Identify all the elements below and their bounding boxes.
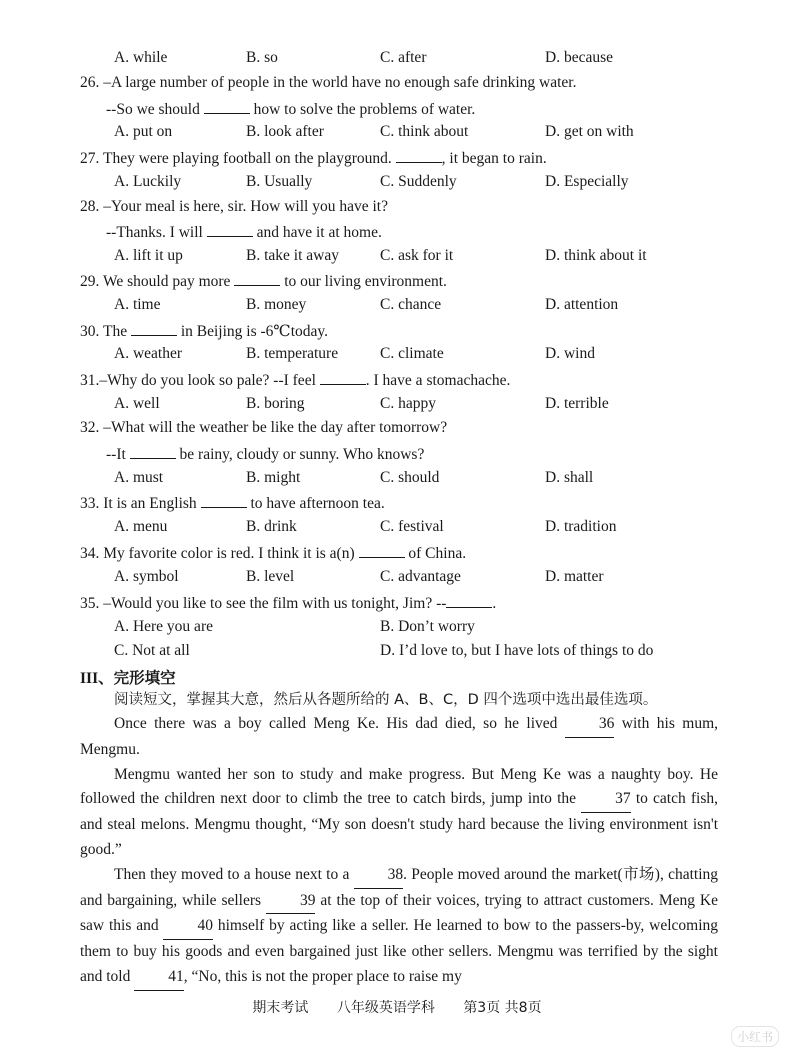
q30-option-c: C. climate <box>380 345 444 362</box>
q25-option-a: A. while <box>114 49 168 66</box>
q32-option-a: A. must <box>114 469 164 486</box>
passage-paragraph-1: Once there was a boy called Meng Ke. His dad died, so he lived 36 with his mum, Mengmu. <box>80 712 718 763</box>
q31-stem: 31.–Why do you look so pale? --I feel . I have a stomachache. <box>80 369 510 391</box>
q29-option-c: C. chance <box>380 296 442 313</box>
answer-blank <box>131 320 177 336</box>
section-instruction: 阅读短文，掌握其大意，然后从各题所给的 A、B、C，D 四个选项中选出最佳选项。 <box>114 692 658 708</box>
q28-reply: --Thanks. I will and have it at home. <box>106 221 382 243</box>
cloze-blank-41[interactable]: 41 <box>134 965 184 991</box>
q30-option-b: B. temperature <box>246 345 339 362</box>
q34-option-d: D. matter <box>545 568 604 585</box>
q34-option-b: B. level <box>246 568 295 585</box>
q32-option-b: B. might <box>246 469 301 486</box>
q35-option-a: A. Here you are <box>114 618 213 635</box>
q34-option-a: A. symbol <box>114 568 179 585</box>
cloze-blank-36[interactable]: 36 <box>565 712 615 738</box>
q30-option-d: D. wind <box>545 345 595 362</box>
q28-option-d: D. think about it <box>545 247 647 264</box>
q28-stem: 28. –Your meal is here, sir. How will you have it? <box>80 198 388 215</box>
q33-option-c: C. festival <box>380 518 444 535</box>
q28-option-b: B. take it away <box>246 247 339 264</box>
q25-option-d: D. because <box>545 49 613 66</box>
cloze-passage <box>80 712 718 991</box>
q31-option-a: A. well <box>114 395 160 412</box>
q27-option-c: C. Suddenly <box>380 173 457 190</box>
cloze-blank-39[interactable]: 39 <box>266 889 316 915</box>
q27-option-a: A. Luckily <box>114 173 182 190</box>
q33-stem: 33. It is an English to have afternoon tea. <box>80 492 385 514</box>
q29-option-b: B. money <box>246 296 307 313</box>
q26-reply: --So we should how to solve the problems of water. <box>106 98 475 120</box>
q25-option-b: B. so <box>246 49 278 66</box>
q35-stem: 35. –Would you like to see the film with us tonight, Jim? -- . <box>80 592 496 614</box>
q31-option-c: C. happy <box>380 395 436 412</box>
answer-blank <box>130 443 176 459</box>
q31-option-d: D. terrible <box>545 395 609 412</box>
q32-option-c: C. should <box>380 469 440 486</box>
q29-stem: 29. We should pay more to our living environment. <box>80 270 447 292</box>
q35-option-c: C. Not at all <box>114 642 190 659</box>
q33-option-d: D. tradition <box>545 518 617 535</box>
footer-page-number: 第3页 共8页 <box>463 1000 542 1016</box>
q33-option-b: B. drink <box>246 518 297 535</box>
cloze-blank-37[interactable]: 37 <box>581 787 631 813</box>
q35-option-d: D. I’d love to, but I have lots of things to do <box>380 642 654 659</box>
q29-option-a: A. time <box>114 296 161 313</box>
footer-exam: 期末考试 <box>252 1000 309 1016</box>
q27-stem: 27. They were playing football on the playground. , it began to rain. <box>80 147 547 169</box>
q34-option-c: C. advantage <box>380 568 461 585</box>
q31-option-b: B. boring <box>246 395 305 412</box>
answer-blank <box>234 270 280 286</box>
q25-option-c: C. after <box>380 49 427 66</box>
answer-blank <box>201 492 247 508</box>
passage-paragraph-3: Then they moved to a house next to a 38. People moved around the market(市场), chatting and bargaining, while sellers 39 at the top of their voices, trying to attract customers. Meng Ke saw this and 40 himself by acting like a seller. He learned to bow to the passers-by, welcoming them to buy his goods and even bargained just like other sellers. Mengmu was terrified by the sight and told 41, “No, this is not the proper place to raise my <box>80 863 718 991</box>
q28-option-a: A. lift it up <box>114 247 183 264</box>
q27-option-b: B. Usually <box>246 173 313 190</box>
q26-option-b: B. look after <box>246 123 324 140</box>
q26-option-a: A. put on <box>114 123 173 140</box>
q30-stem: 30. The in Beijing is -6℃today. <box>80 320 328 342</box>
watermark-logo: 小红书 <box>731 1026 779 1047</box>
q26-option-c: C. think about <box>380 123 469 140</box>
section-title: III、完形填空 <box>80 670 176 687</box>
q34-stem: 34. My favorite color is red. I think it is a(n) of China. <box>80 542 466 564</box>
q32-reply: --It be rainy, cloudy or sunny. Who knows? <box>106 443 424 465</box>
q26-option-d: D. get on with <box>545 123 634 140</box>
q30-option-a: A. weather <box>114 345 182 362</box>
answer-blank <box>446 592 492 608</box>
q33-option-a: A. menu <box>114 518 168 535</box>
q27-option-d: D. Especially <box>545 173 629 190</box>
q32-stem: 32. –What will the weather be like the day after tomorrow? <box>80 419 448 436</box>
footer-subject: 八年级英语学科 <box>336 1000 435 1016</box>
q28-option-c: C. ask for it <box>380 247 454 264</box>
q32-option-d: D. shall <box>545 469 594 486</box>
q29-option-d: D. attention <box>545 296 619 313</box>
answer-blank <box>359 542 405 558</box>
cloze-blank-40[interactable]: 40 <box>163 914 213 940</box>
answer-blank <box>320 369 366 385</box>
answer-blank <box>204 98 250 114</box>
answer-blank <box>396 147 442 163</box>
passage-paragraph-2: Mengmu wanted her son to study and make progress. But Meng Ke was a naughty boy. He followed the children next door to climb the tree to catch birds, jump into the 37 to catch fish, and steal melons. Mengmu thought, “My son doesn't study hard because the living environment isn't good.” <box>80 765 718 858</box>
page-footer <box>0 997 794 1017</box>
cloze-blank-38[interactable]: 38 <box>354 863 404 889</box>
q26-stem: 26. –A large number of people in the world have no enough safe drinking water. <box>80 74 577 91</box>
q35-option-b: B. Don’t worry <box>380 618 475 635</box>
answer-blank <box>207 221 253 237</box>
